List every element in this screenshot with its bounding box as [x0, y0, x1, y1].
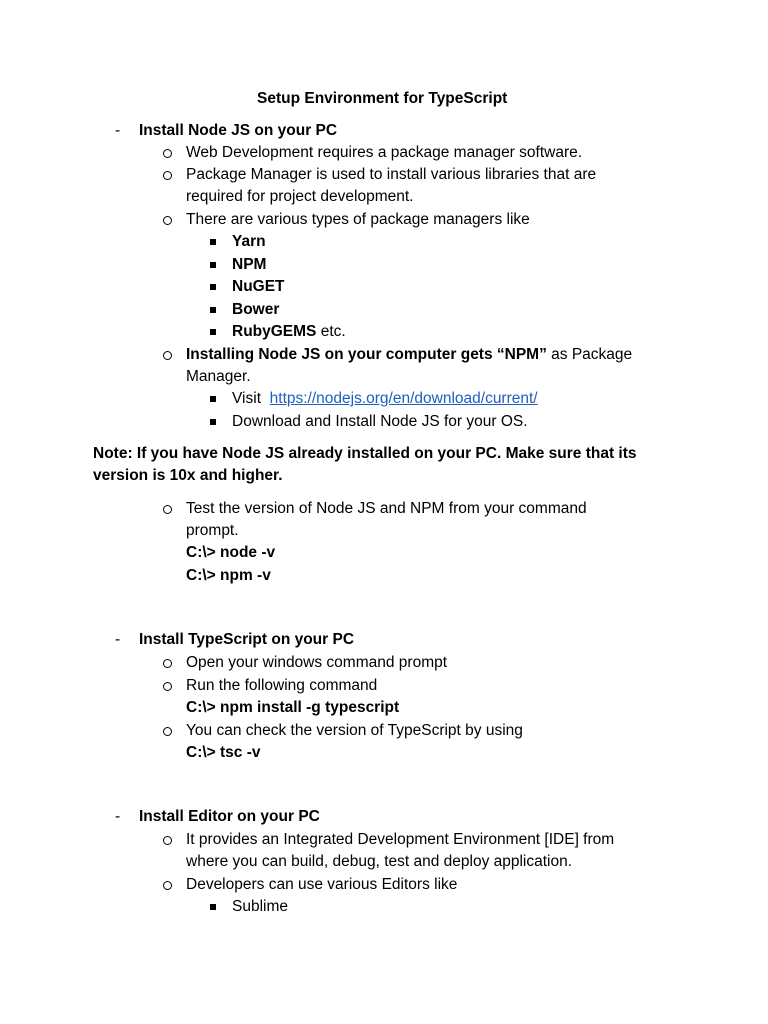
manager-item [232, 321, 346, 344]
visit-label: Visit [232, 390, 262, 407]
editor-item: Sublime [232, 898, 288, 915]
note-line: version is 10x and higher. [93, 467, 283, 484]
square-bullet [210, 419, 216, 425]
manager-item: NPM [232, 256, 267, 273]
command-line: C:\> node -v [186, 544, 276, 561]
circle-bullet [163, 659, 172, 668]
list-item: Run the following command [186, 677, 378, 694]
dash-bullet: - [115, 808, 121, 825]
square-bullet [210, 284, 216, 290]
download-item: Download and Install Node JS for your OS. [232, 413, 528, 430]
section-heading-node: Install Node JS on your PC [139, 122, 338, 139]
list-item: Test the version of Node JS and NPM from your command [186, 500, 587, 517]
section-heading-typescript: Install TypeScript on your PC [139, 631, 355, 648]
command-line: C:\> tsc -v [186, 744, 261, 761]
manager-item: Bower [232, 301, 280, 318]
command-line: C:\> npm -v [186, 567, 271, 584]
list-item: You can check the version of TypeScript by using [186, 722, 523, 739]
list-item-continued: prompt. [186, 522, 239, 539]
circle-bullet [163, 216, 172, 225]
list-item: Package Manager is used to install various libraries that are [186, 166, 597, 183]
manager-item-name: RubyGEMS [232, 323, 317, 340]
page-title: Setup Environment for TypeScript [257, 90, 508, 107]
list-item-continued: Manager. [186, 368, 251, 385]
list-item-continued: where you can build, debug, test and deploy application. [186, 853, 573, 870]
square-bullet [210, 307, 216, 313]
list-item: Web Development requires a package manager software. [186, 144, 583, 161]
square-bullet [210, 239, 216, 245]
note-line: Note: If you have Node JS already installed on your PC. Make sure that its [93, 445, 637, 462]
dash-bullet: - [115, 631, 121, 648]
section-heading-editor: Install Editor on your PC [139, 808, 320, 825]
manager-item: Yarn [232, 233, 266, 250]
list-item-continued: required for project development. [186, 188, 414, 205]
circle-bullet [163, 505, 172, 514]
circle-bullet [163, 881, 172, 890]
square-bullet [210, 329, 216, 335]
list-item: Open your windows command prompt [186, 654, 448, 671]
manager-item: NuGET [232, 278, 285, 295]
square-bullet [210, 904, 216, 910]
circle-bullet [163, 149, 172, 158]
visit-item [232, 388, 538, 411]
dash-bullet: - [115, 122, 121, 139]
list-item [186, 344, 632, 367]
circle-bullet [163, 836, 172, 845]
manager-item-suffix: etc. [316, 323, 346, 340]
square-bullet [210, 396, 216, 402]
circle-bullet [163, 682, 172, 691]
install-rest-text: as Package [546, 346, 633, 363]
install-bold-text: Installing Node JS on your computer gets “NPM” [186, 346, 547, 363]
circle-bullet [163, 171, 172, 180]
list-item: Developers can use various Editors like [186, 876, 458, 893]
command-line: C:\> npm install -g typescript [186, 699, 400, 716]
nodejs-download-link[interactable]: https://nodejs.org/en/download/current/ [269, 390, 538, 407]
list-item: It provides an Integrated Development Environment [IDE] from [186, 831, 615, 848]
circle-bullet [163, 351, 172, 360]
circle-bullet [163, 727, 172, 736]
square-bullet [210, 262, 216, 268]
list-item: There are various types of package managers like [186, 211, 530, 228]
